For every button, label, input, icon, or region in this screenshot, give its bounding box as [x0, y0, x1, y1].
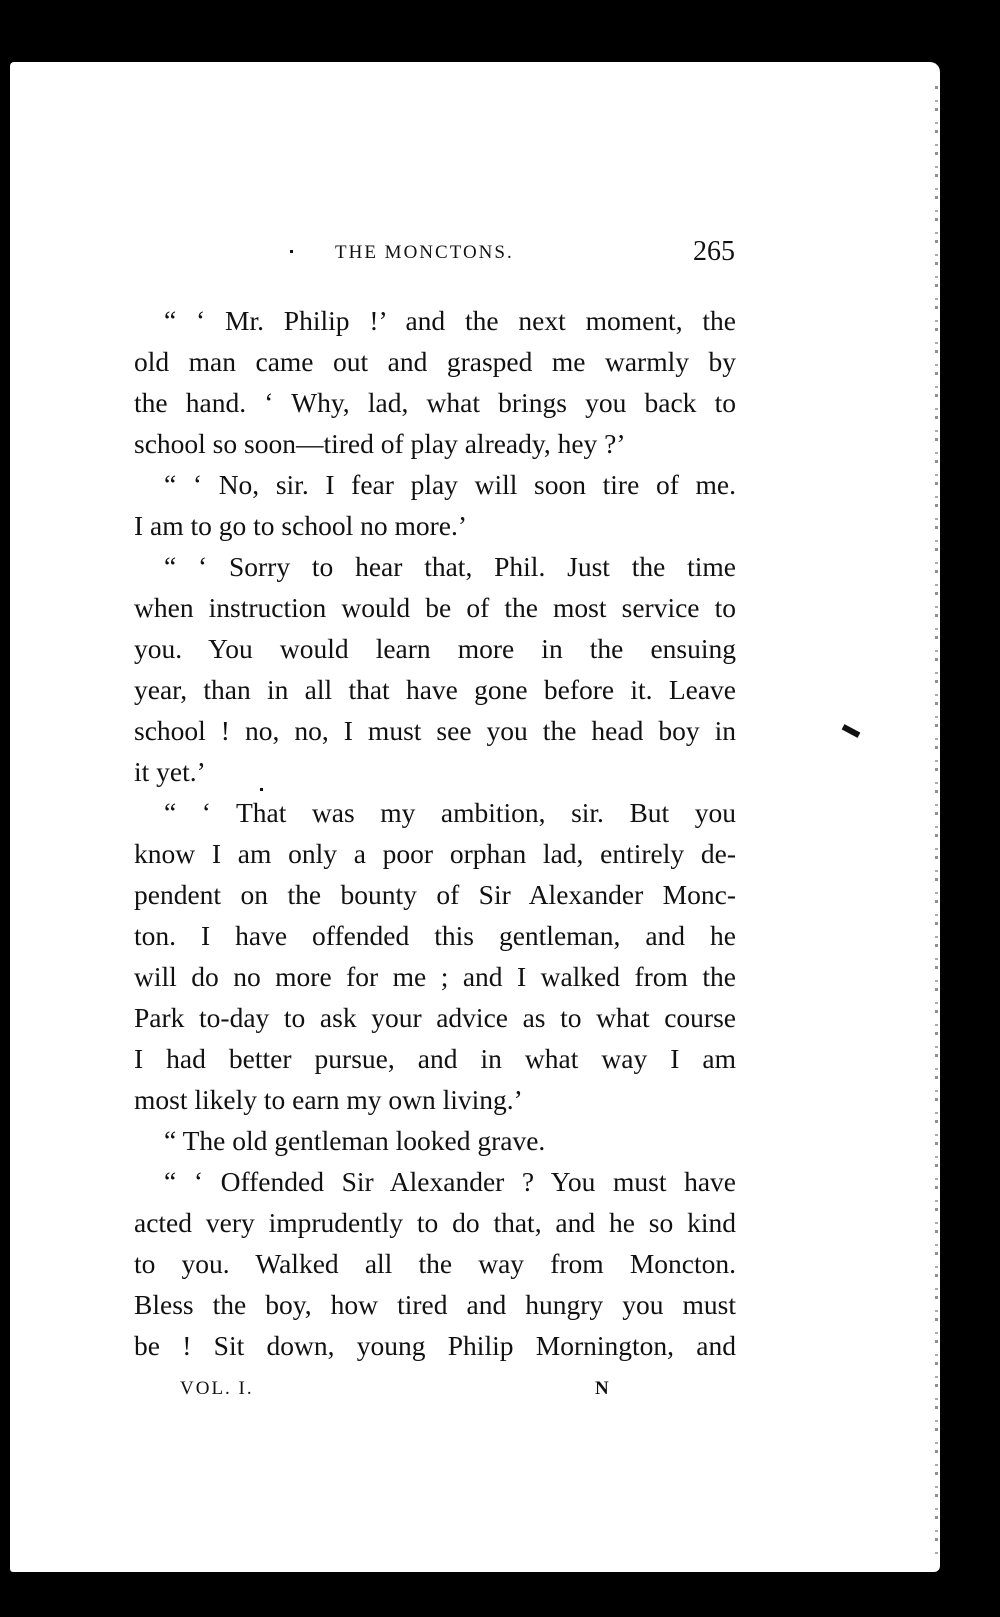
body-text — [134, 300, 736, 1366]
scan-edge — [935, 80, 938, 1560]
text-line: ton. I have offended this gentleman, and he — [134, 920, 736, 951]
text-line: pendent on the bounty of Sir Alexander Monc- — [134, 879, 736, 910]
volume-label: VOL. I. — [180, 1378, 254, 1399]
text-line: Park to-day to ask your advice as to what course — [134, 1002, 736, 1033]
text-line: when instruction would be of the most service to — [134, 592, 736, 623]
scan-speck — [260, 788, 263, 791]
page-header — [135, 236, 735, 276]
running-title: THE MONCTONS. — [335, 242, 514, 263]
text-line: you. You would learn more in the ensuing — [134, 633, 736, 664]
text-line: “ ‘ Offended Sir Alexander ? You must have — [164, 1166, 736, 1197]
text-line: “ ‘ No, sir. I fear play will soon tire of me. — [164, 469, 736, 500]
page-number: 265 — [693, 236, 735, 267]
text-line: it yet.’ — [134, 756, 206, 787]
text-line: I had better pursue, and in what way I am — [134, 1043, 736, 1074]
text-line: old man came out and grasped me warmly by — [134, 346, 736, 377]
text-line: to you. Walked all the way from Moncton. — [134, 1248, 736, 1279]
scan-speck — [290, 250, 293, 253]
text-line: will do no more for me ; and I walked from the — [134, 961, 736, 992]
text-line: “ The old gentleman looked grave. — [164, 1125, 546, 1156]
page-footer — [180, 1378, 620, 1408]
text-line: I am to go to school no more.’ — [134, 510, 467, 541]
text-line: know I am only a poor orphan lad, entirely de- — [134, 838, 736, 869]
text-line: the hand. ‘ Why, lad, what brings you back to — [134, 387, 736, 418]
text-line: acted very imprudently to do that, and he so kind — [134, 1207, 736, 1238]
text-line: most likely to earn my own living.’ — [134, 1084, 523, 1115]
text-line: Bless the boy, how tired and hungry you must — [134, 1289, 736, 1320]
text-line: “ ‘ Sorry to hear that, Phil. Just the time — [164, 551, 736, 582]
text-line: “ ‘ Mr. Philip !’ and the next moment, the — [164, 305, 736, 336]
text-line: be ! Sit down, young Philip Mornington, and — [134, 1330, 736, 1361]
text-line: year, than in all that have gone before it. Leave — [134, 674, 736, 705]
text-line: school so soon—tired of play already, hey ?’ — [134, 428, 626, 459]
text-line: “ ‘ That was my ambition, sir. But you — [164, 797, 736, 828]
text-line: school ! no, no, I must see you the head boy in — [134, 715, 736, 746]
signature-mark: N — [595, 1378, 609, 1399]
